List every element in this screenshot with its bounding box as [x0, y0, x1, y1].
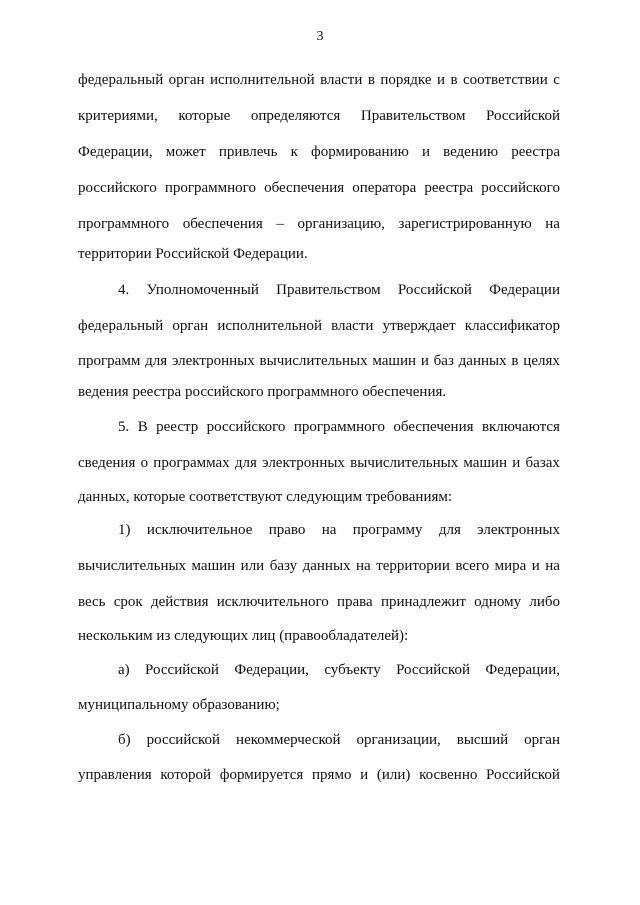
word: 1) — [118, 522, 131, 538]
text-line — [78, 316, 560, 336]
word: порядке — [380, 72, 432, 88]
word: машин — [191, 558, 236, 574]
text-line: данных, которые соответствуют следующим требованиям: — [78, 489, 453, 505]
word: в — [511, 353, 519, 369]
word: организации, — [356, 732, 441, 748]
text-line — [118, 660, 560, 680]
word: (или) — [376, 767, 411, 783]
word: оператора — [352, 180, 417, 196]
word: программу — [352, 522, 423, 538]
word: высший — [456, 732, 509, 748]
word: орган — [168, 72, 205, 88]
word: и — [512, 455, 521, 471]
word: реестра — [424, 180, 474, 196]
word: машин — [372, 353, 417, 369]
text-line: муниципальному образованию; — [78, 697, 280, 713]
word: базу — [269, 558, 298, 574]
word: исключительного — [216, 594, 329, 610]
word: срок — [113, 594, 143, 610]
text-line — [78, 765, 560, 785]
word: Федерации — [489, 282, 560, 298]
word: и — [360, 767, 369, 783]
word: а) — [118, 662, 130, 678]
word: Федерации, — [485, 662, 560, 678]
word: электронных — [477, 522, 560, 538]
word: реестра — [511, 144, 560, 160]
word: данных — [458, 353, 507, 369]
text-line — [118, 730, 560, 750]
word: программного — [164, 180, 256, 196]
word: которые — [178, 108, 231, 124]
word: обеспечения — [393, 419, 474, 435]
word: данных — [302, 558, 351, 574]
word: и — [421, 144, 430, 160]
text-line — [78, 178, 560, 198]
word: территории — [376, 558, 450, 574]
text-line — [78, 106, 560, 126]
word: всего — [455, 558, 490, 574]
word: вычислительных — [259, 353, 368, 369]
word: одному — [474, 594, 522, 610]
word: принадлежит — [380, 594, 466, 610]
text-line — [78, 453, 560, 473]
word: машин — [463, 455, 508, 471]
word: 4. — [118, 282, 130, 298]
word: зарегистрированную — [398, 216, 532, 232]
word: исполнительной — [209, 72, 315, 88]
word: на — [545, 216, 560, 232]
word: базах — [525, 455, 560, 471]
word: 5. — [118, 419, 130, 435]
word: Российской — [145, 662, 219, 678]
word: включаются — [481, 419, 560, 435]
word: б) — [118, 732, 131, 748]
word: субъекту — [324, 662, 381, 678]
text-line — [78, 592, 560, 612]
page-number: 3 — [316, 29, 324, 44]
word: организацию, — [297, 216, 385, 232]
word: федеральный — [78, 318, 164, 334]
word: на — [321, 522, 337, 538]
word: электронных — [262, 455, 345, 471]
word: формируется — [219, 767, 304, 783]
word: может — [165, 144, 206, 160]
word: ведению — [443, 144, 499, 160]
word: мира — [494, 558, 527, 574]
word: программного — [293, 419, 385, 435]
word: баз — [433, 353, 454, 369]
word: классификатор — [464, 318, 560, 334]
word: российского — [206, 419, 286, 435]
word: власти — [331, 318, 374, 334]
word: на — [356, 558, 371, 574]
word: некоммерческой — [236, 732, 341, 748]
word: с — [553, 72, 560, 88]
word: вычислительных — [78, 558, 187, 574]
word: исполнительной — [217, 318, 322, 334]
word: программного — [78, 216, 170, 232]
text-line — [78, 70, 560, 90]
word: для — [234, 455, 257, 471]
word: или — [240, 558, 265, 574]
word: в — [450, 72, 458, 88]
word: Российской — [486, 767, 560, 783]
word: обеспечения — [264, 180, 345, 196]
word: Российской — [397, 282, 472, 298]
word: косвенно — [419, 767, 478, 783]
word: Правительством — [360, 108, 466, 124]
word: утверждает — [382, 318, 456, 334]
text-line: территории Российской Федерации. — [78, 246, 308, 262]
word: – — [276, 216, 284, 232]
text-line — [78, 351, 560, 371]
word: которой — [160, 767, 212, 783]
word: к — [290, 144, 298, 160]
word: для — [438, 522, 461, 538]
word: для — [145, 353, 168, 369]
word: критериями, — [78, 108, 158, 124]
word: целях — [523, 353, 560, 369]
word: власти — [320, 72, 363, 88]
word: привлечь — [218, 144, 278, 160]
word: Уполномоченный — [146, 282, 259, 298]
word: реестр — [156, 419, 199, 435]
text-line — [78, 214, 560, 234]
word: Федерации, — [234, 662, 309, 678]
word: права — [336, 594, 373, 610]
word: Российской — [486, 108, 560, 124]
word: либо — [529, 594, 560, 610]
word: Российской — [396, 662, 471, 678]
word: обеспечения — [182, 216, 263, 232]
word: соответствии — [462, 72, 548, 88]
word: программах — [153, 455, 230, 471]
word: электронных — [171, 353, 255, 369]
word: и — [531, 558, 540, 574]
word: и — [420, 353, 429, 369]
word: программ — [78, 353, 141, 369]
word: Федерации, — [78, 144, 153, 160]
word: весь — [78, 594, 106, 610]
word: исключительное — [146, 522, 253, 538]
word: федеральный — [78, 72, 164, 88]
word: российского — [78, 180, 157, 196]
word: вычислительных — [350, 455, 459, 471]
word: управления — [78, 767, 152, 783]
word: действия — [150, 594, 209, 610]
word: В — [137, 419, 148, 435]
word: формированию — [310, 144, 409, 160]
word: и — [436, 72, 445, 88]
text-line: ведения реестра российского программного обеспечения. — [78, 384, 447, 400]
word: сведения — [78, 455, 136, 471]
text-line — [118, 520, 560, 540]
text-line — [78, 556, 560, 576]
word: право — [268, 522, 306, 538]
word: российской — [146, 732, 221, 748]
word: на — [545, 558, 560, 574]
text-line — [118, 280, 560, 300]
text-line — [118, 417, 560, 437]
text-line: нескольким из следующих лиц (правообладателей): — [78, 628, 409, 644]
word: орган — [524, 732, 560, 748]
word: орган — [172, 318, 209, 334]
word: Правительством — [276, 282, 381, 298]
word: в — [367, 72, 375, 88]
word: определяются — [250, 108, 341, 124]
word: прямо — [312, 767, 352, 783]
word: о — [140, 455, 149, 471]
word: российского — [481, 180, 560, 196]
text-line — [78, 142, 560, 162]
